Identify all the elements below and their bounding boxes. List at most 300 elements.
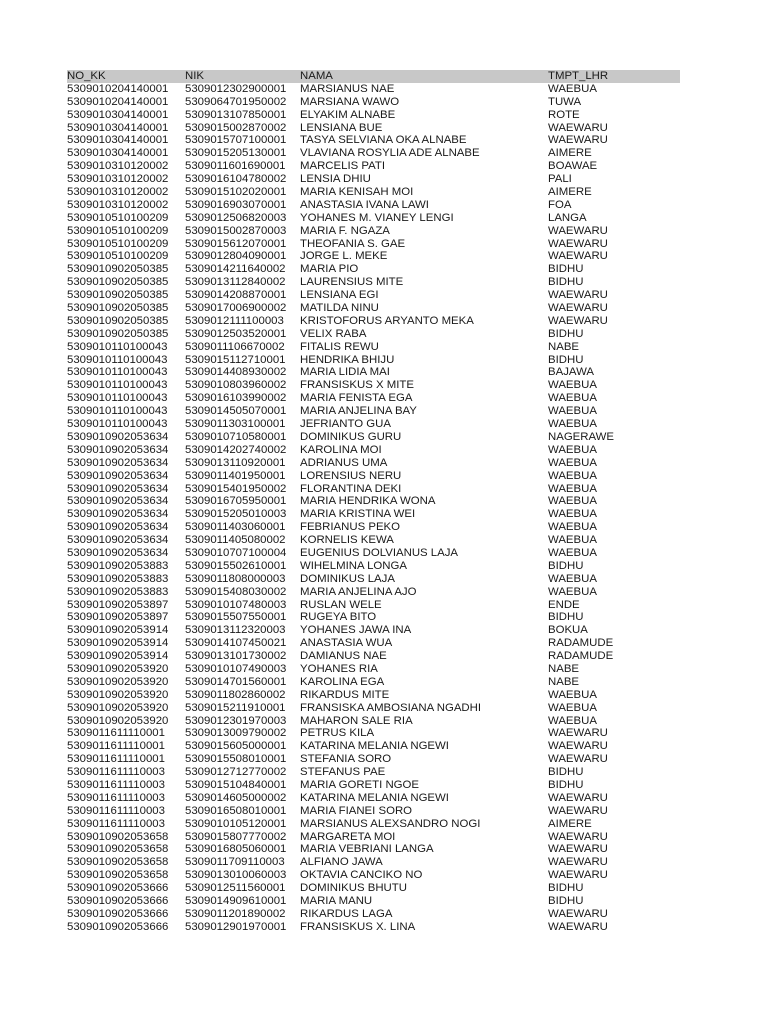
- cell-nama: ANASTASIA IVANA LAWI: [300, 198, 429, 211]
- table-row: [67, 895, 680, 908]
- table-row: [67, 715, 680, 728]
- cell-no-kk: 5309010902053634: [67, 495, 169, 508]
- cell-nik: 5309013107850001: [185, 108, 287, 121]
- cell-tmpt-lhr: FOA: [548, 198, 572, 211]
- cell-tmpt-lhr: BIDHU: [548, 895, 584, 907]
- cell-tmpt-lhr: WAEWARU: [548, 314, 608, 327]
- cell-no-kk: 5309010902050385: [67, 263, 169, 276]
- cell-no-kk: 5309010902053634: [67, 534, 169, 547]
- cell-nik: 5309011802860002: [185, 688, 286, 701]
- cell-nik: 5309010107490003: [185, 662, 287, 675]
- cell-no-kk: 5309010304140001: [67, 147, 169, 160]
- cell-no-kk: 5309011611110003: [67, 766, 165, 779]
- cell-tmpt-lhr: WAEBUA: [548, 585, 597, 598]
- table-row: [67, 263, 680, 276]
- cell-nik: 5309014107450021: [185, 637, 287, 650]
- cell-nama: ANASTASIA WUA: [300, 637, 393, 650]
- cell-no-kk: 5309010310120002: [67, 186, 169, 199]
- cell-tmpt-lhr: BAJAWA: [548, 366, 594, 379]
- table-row: [67, 766, 680, 779]
- cell-no-kk: 5309010110100043: [67, 418, 168, 431]
- cell-tmpt-lhr: WAEBUA: [548, 508, 597, 521]
- table-row: [67, 341, 680, 354]
- cell-no-kk: 5309010902053634: [67, 508, 169, 521]
- cell-nik: 5309014605000002: [185, 791, 287, 804]
- cell-nama: MARCELIS PATI: [300, 160, 386, 173]
- table-row: [67, 83, 680, 96]
- cell-no-kk: 5309010902050385: [67, 302, 169, 315]
- table-row: [67, 560, 680, 573]
- table-row: [67, 702, 680, 715]
- cell-no-kk: 5309010902053914: [67, 637, 169, 650]
- cell-no-kk: 5309010510100209: [67, 250, 169, 263]
- cell-nik: 5309012901970001: [185, 920, 287, 933]
- cell-nik: 5309011808000003: [185, 572, 286, 585]
- cell-no-kk: 5309010902053658: [67, 830, 169, 843]
- column-header-no-kk: NO_KK: [67, 70, 106, 82]
- cell-nik: 5309015002870003: [185, 224, 287, 237]
- table-row: [67, 483, 680, 496]
- cell-nik: 5309015508010001: [185, 753, 287, 766]
- cell-no-kk: 5309010902053666: [67, 907, 169, 920]
- column-header-nama: NAMA: [300, 70, 333, 82]
- cell-nik: 5309014408930002: [185, 366, 287, 379]
- cell-nama: KATARINA MELANIA NGEWI: [300, 740, 449, 753]
- cell-tmpt-lhr: WAEWARU: [548, 753, 608, 766]
- table-row: [67, 366, 680, 379]
- cell-nik: 5309015401950002: [185, 482, 287, 495]
- cell-tmpt-lhr: BIDHU: [548, 263, 584, 276]
- cell-nama: KATARINA MELANIA NGEWI: [300, 791, 449, 804]
- cell-no-kk: 5309010110100043: [67, 379, 168, 392]
- table-row: [67, 289, 680, 302]
- cell-nik: 5309013110920001: [185, 456, 286, 469]
- cell-no-kk: 5309010902053914: [67, 624, 169, 637]
- cell-tmpt-lhr: BIDHU: [548, 766, 584, 779]
- cell-nik: 5309016104780002: [185, 173, 287, 186]
- cell-nik: 5309014505070001: [185, 405, 287, 418]
- cell-tmpt-lhr: WAEWARU: [548, 856, 608, 869]
- cell-nik: 5309015612070001: [185, 237, 287, 250]
- cell-no-kk: 5309010902053920: [67, 688, 169, 701]
- cell-nama: MARSIANA WAWO: [300, 95, 400, 108]
- cell-no-kk: 5309010902053883: [67, 585, 169, 598]
- cell-nik: 5309011106670002: [185, 340, 285, 353]
- cell-nik: 5309014211640002: [185, 263, 286, 276]
- cell-nama: RUSLAN WELE: [300, 598, 382, 611]
- cell-tmpt-lhr: NAGERAWE: [548, 430, 615, 443]
- table-row: [67, 586, 680, 599]
- cell-nik: 5309011601690001: [185, 160, 286, 173]
- cell-tmpt-lhr: BIDHU: [548, 559, 584, 572]
- cell-tmpt-lhr: WAEBUA: [548, 482, 597, 495]
- cell-tmpt-lhr: RADAMUDE: [548, 650, 614, 663]
- cell-no-kk: 5309010902053658: [67, 843, 169, 856]
- cell-nama: MARIA HENDRIKA WONA: [300, 495, 436, 508]
- cell-no-kk: 5309010902053634: [67, 430, 169, 443]
- cell-tmpt-lhr: WAEWARU: [548, 791, 608, 804]
- cell-nama: DOMINIKUS BHUTU: [300, 882, 407, 895]
- cell-nama: MARIA FENISTA EGA: [300, 392, 413, 405]
- table-row: [67, 302, 680, 315]
- cell-nama: FLORANTINA DEKI: [300, 482, 402, 495]
- cell-nik: 5309015507550001: [185, 611, 287, 624]
- cell-no-kk: 5309010902050385: [67, 289, 169, 302]
- cell-nik: 5309014202740002: [185, 443, 287, 456]
- cell-tmpt-lhr: LANGA: [548, 211, 587, 224]
- table-row: [67, 134, 680, 147]
- cell-nama: LORENSIUS NERU: [300, 469, 402, 482]
- table-row: [67, 521, 680, 534]
- cell-no-kk: 5309010902053634: [67, 456, 169, 469]
- cell-tmpt-lhr: WAEWARU: [548, 121, 608, 134]
- cell-tmpt-lhr: WAEWARU: [548, 843, 608, 856]
- cell-nik: 5309011303100001: [185, 418, 286, 431]
- cell-nik: 5309012506820003: [185, 211, 287, 224]
- cell-no-kk: 5309010310120002: [67, 198, 169, 211]
- cell-tmpt-lhr: NABE: [548, 675, 580, 688]
- cell-no-kk: 5309011611110001: [67, 727, 165, 740]
- cell-no-kk: 5309010902053666: [67, 920, 169, 933]
- cell-nama: MARGARETA MOI: [300, 830, 396, 843]
- table-row: [67, 392, 680, 405]
- cell-nama: VLAVIANA ROSYLIA ADE ALNABE: [300, 147, 480, 160]
- table-row: [67, 856, 680, 869]
- cell-nama: YOHANES JAWA INA: [300, 624, 412, 637]
- table-row: [67, 908, 680, 921]
- cell-tmpt-lhr: WAEBUA: [548, 456, 597, 469]
- cell-tmpt-lhr: BIDHU: [548, 882, 584, 895]
- cell-nik: 5309013112840002: [185, 276, 286, 289]
- cell-nik: 5309012111100003: [185, 314, 284, 327]
- cell-nik: 5309012804090001: [185, 250, 287, 263]
- cell-tmpt-lhr: BIDHU: [548, 327, 584, 340]
- cell-tmpt-lhr: WAEBUA: [548, 534, 597, 547]
- cell-nama: THEOFANIA S. GAE: [300, 237, 406, 250]
- cell-no-kk: 5309010902053634: [67, 482, 169, 495]
- cell-tmpt-lhr: BIDHU: [548, 611, 584, 624]
- cell-no-kk: 5309010310120002: [67, 160, 169, 173]
- cell-tmpt-lhr: WAEWARU: [548, 920, 608, 933]
- cell-nama: RUGEYA BITO: [300, 611, 377, 624]
- cell-nik: 5309015211910001: [185, 701, 286, 714]
- cell-nama: EUGENIUS DOLVIANUS LAJA: [300, 546, 459, 559]
- cell-no-kk: 5309010510100209: [67, 211, 169, 224]
- cell-nama: DOMINIKUS LAJA: [300, 572, 395, 585]
- cell-tmpt-lhr: WAEBUA: [548, 82, 597, 95]
- cell-nama: LENSIANA BUE: [300, 121, 383, 134]
- cell-no-kk: 5309010902053658: [67, 856, 169, 869]
- cell-nama: KRISTOFORUS ARYANTO MEKA: [300, 314, 474, 327]
- table-row: [67, 818, 680, 831]
- table-row: [67, 869, 680, 882]
- cell-no-kk: 5309010902053920: [67, 701, 169, 714]
- table-row: [67, 534, 680, 547]
- table-row: [67, 418, 680, 431]
- cell-no-kk: 5309011611110001: [67, 740, 165, 753]
- cell-nama: MARIA ANJELINA AJO: [300, 585, 417, 598]
- cell-nama: MATILDA NINU: [300, 302, 379, 315]
- cell-tmpt-lhr: AIMERE: [548, 817, 592, 830]
- table-row: [67, 379, 680, 392]
- cell-nik: 5309011405080002: [185, 534, 286, 547]
- cell-tmpt-lhr: WAEBUA: [548, 443, 597, 456]
- cell-nama: FRANSISKA AMBOSIANA NGADHI: [300, 701, 482, 714]
- cell-nama: MARIA LIDIA MAI: [300, 366, 390, 379]
- cell-tmpt-lhr: WAEBUA: [548, 495, 597, 508]
- cell-nik: 5309016903070001: [185, 198, 287, 211]
- cell-nama: MARIA VEBRIANI LANGA: [300, 843, 434, 856]
- cell-no-kk: 5309010902053883: [67, 572, 169, 585]
- cell-nik: 5309010105120001: [185, 817, 287, 830]
- cell-nik: 5309014208870001: [185, 289, 287, 302]
- cell-nik: 5309014909610001: [185, 895, 287, 907]
- cell-nik: 5309015205010003: [185, 508, 287, 521]
- table-row: [67, 779, 680, 792]
- table-row: [67, 650, 680, 663]
- cell-nama: MARIA KENISAH MOI: [300, 186, 414, 199]
- cell-no-kk: 5309010902053920: [67, 675, 169, 688]
- cell-tmpt-lhr: WAEWARU: [548, 250, 608, 263]
- cell-tmpt-lhr: WAEWARU: [548, 907, 608, 920]
- cell-nik: 5309010707100004: [185, 546, 287, 559]
- cell-no-kk: 5309011611110003: [67, 817, 165, 830]
- cell-nik: 5309015102020001: [185, 186, 287, 199]
- cell-tmpt-lhr: BIDHU: [548, 353, 584, 366]
- table-row: [67, 160, 680, 173]
- cell-nama: MARSIANUS ALEXSANDRO NOGI: [300, 817, 481, 830]
- cell-no-kk: 5309010510100209: [67, 237, 169, 250]
- table-row: [67, 276, 680, 289]
- column-header-nik: NIK: [185, 70, 204, 82]
- cell-nama: RIKARDUS MITE: [300, 688, 390, 701]
- cell-nik: 5309011403060001: [185, 521, 286, 534]
- cell-tmpt-lhr: NABE: [548, 662, 580, 675]
- table-row: [67, 843, 680, 856]
- cell-nik: 5309016103990002: [185, 392, 287, 405]
- cell-nama: LAURENSIUS MITE: [300, 276, 404, 289]
- cell-tmpt-lhr: WAEWARU: [548, 302, 608, 315]
- cell-no-kk: 5309011611110003: [67, 804, 165, 817]
- table-row: [67, 470, 680, 483]
- table-row: [67, 96, 680, 109]
- cell-no-kk: 5309010110100043: [67, 405, 168, 418]
- cell-no-kk: 5309010204140001: [67, 82, 169, 95]
- cell-nik: 5309012301970003: [185, 714, 287, 727]
- cell-tmpt-lhr: WAEWARU: [548, 237, 608, 250]
- cell-no-kk: 5309010310120002: [67, 173, 169, 186]
- cell-tmpt-lhr: NABE: [548, 340, 580, 353]
- cell-no-kk: 5309010304140001: [67, 121, 169, 134]
- cell-tmpt-lhr: WAEBUA: [548, 714, 597, 727]
- cell-no-kk: 5309010902053920: [67, 662, 169, 675]
- cell-nama: JEFRIANTO GUA: [300, 418, 391, 431]
- cell-nik: 5309015112710001: [185, 353, 286, 366]
- cell-nama: PETRUS KILA: [300, 727, 375, 740]
- cell-no-kk: 5309010110100043: [67, 340, 168, 353]
- cell-nik: 5309014701560001: [185, 675, 287, 688]
- cell-nama: MARSIANUS NAE: [300, 82, 395, 95]
- table-row: [67, 753, 680, 766]
- cell-nama: MARIA GORETI NGOE: [300, 778, 419, 791]
- table-row: [67, 611, 680, 624]
- cell-tmpt-lhr: AIMERE: [548, 186, 592, 199]
- table-row: [67, 354, 680, 367]
- cell-nama: FITALIS REWU: [300, 340, 379, 353]
- cell-no-kk: 5309010902053897: [67, 598, 169, 611]
- table-row: [67, 122, 680, 135]
- table-row: [67, 637, 680, 650]
- table-row: [67, 328, 680, 341]
- table-row: [67, 508, 680, 521]
- cell-no-kk: 5309010902053897: [67, 611, 169, 624]
- table-row: [67, 676, 680, 689]
- cell-nik: 5309064701950002: [185, 95, 287, 108]
- cell-tmpt-lhr: RADAMUDE: [548, 637, 614, 650]
- cell-tmpt-lhr: ROTE: [548, 108, 580, 121]
- table-row: [67, 740, 680, 753]
- cell-no-kk: 5309010902053920: [67, 714, 169, 727]
- cell-nik: 5309012503520001: [185, 327, 287, 340]
- cell-no-kk: 5309010902053883: [67, 559, 169, 572]
- cell-nama: DOMINIKUS GURU: [300, 430, 402, 443]
- cell-no-kk: 5309010902053634: [67, 546, 169, 559]
- table-row: [67, 457, 680, 470]
- cell-nik: 5309016805060001: [185, 843, 287, 856]
- cell-tmpt-lhr: WAEBUA: [548, 469, 597, 482]
- cell-nik: 5309013101730002: [185, 650, 287, 663]
- cell-nik: 5309013010060003: [185, 869, 287, 882]
- table-row: [67, 831, 680, 844]
- table-row: [67, 727, 680, 740]
- cell-nama: MARIA PIO: [300, 263, 359, 276]
- cell-nama: DAMIANUS NAE: [300, 650, 387, 663]
- cell-nama: STEFANIA SORO: [300, 753, 392, 766]
- table-row: [67, 805, 680, 818]
- cell-no-kk: 5309010902050385: [67, 327, 169, 340]
- cell-nama: KORNELIS KEWA: [300, 534, 394, 547]
- cell-tmpt-lhr: WAEBUA: [548, 688, 597, 701]
- cell-nama: YOHANES M. VIANEY LENGI: [300, 211, 454, 224]
- cell-no-kk: 5309010902053666: [67, 882, 169, 895]
- cell-tmpt-lhr: WAEBUA: [548, 392, 597, 405]
- cell-nama: LENSIA DHIU: [300, 173, 371, 186]
- header-row: [67, 70, 680, 83]
- table-row: [67, 212, 680, 225]
- cell-nik: 5309010803960002: [185, 379, 287, 392]
- cell-tmpt-lhr: WAEWARU: [548, 740, 608, 753]
- cell-tmpt-lhr: BOAWAE: [548, 160, 598, 173]
- cell-tmpt-lhr: WAEBUA: [548, 546, 597, 559]
- cell-nama: TASYA SELVIANA OKA ALNABE: [300, 134, 467, 147]
- cell-nama: ELYAKIM ALNABE: [300, 108, 396, 121]
- cell-nama: RIKARDUS LAGA: [300, 907, 393, 920]
- cell-nama: MARIA MANU: [300, 895, 373, 907]
- cell-nama: YOHANES RIA: [300, 662, 378, 675]
- cell-tmpt-lhr: WAEBUA: [548, 521, 597, 534]
- table-row: [67, 250, 680, 263]
- cell-no-kk: 5309010902053666: [67, 895, 169, 907]
- cell-nama: MAHARON SALE RIA: [300, 714, 413, 727]
- cell-nama: ALFIANO JAWA: [300, 856, 383, 869]
- cell-no-kk: 5309010110100043: [67, 353, 168, 366]
- cell-nama: OKTAVIA CANCIKO NO: [300, 869, 423, 882]
- cell-nik: 5309013009790002: [185, 727, 287, 740]
- table-row: [67, 199, 680, 212]
- cell-nik: 5309015807770002: [185, 830, 287, 843]
- table-row: [67, 573, 680, 586]
- cell-tmpt-lhr: WAEWARU: [548, 804, 608, 817]
- cell-nik: 5309015104840001: [185, 778, 287, 791]
- cell-tmpt-lhr: WAEWARU: [548, 830, 608, 843]
- cell-nama: KAROLINA EGA: [300, 675, 385, 688]
- cell-nik: 5309010710580001: [185, 430, 287, 443]
- data-sheet: [67, 70, 680, 934]
- cell-nik: 5309017006900002: [185, 302, 287, 315]
- cell-no-kk: 5309011611110003: [67, 791, 165, 804]
- cell-nik: 5309012302900001: [185, 82, 287, 95]
- cell-no-kk: 5309010304140001: [67, 134, 169, 147]
- table-row: [67, 624, 680, 637]
- table-row: [67, 315, 680, 328]
- cell-no-kk: 5309010510100209: [67, 224, 169, 237]
- cell-tmpt-lhr: WAEBUA: [548, 572, 597, 585]
- table-row: [67, 405, 680, 418]
- cell-no-kk: 5309010902050385: [67, 276, 169, 289]
- table-row: [67, 663, 680, 676]
- cell-nama: LENSIANA EGI: [300, 289, 379, 302]
- table-row: [67, 547, 680, 560]
- cell-nik: 5309011201890002: [185, 907, 286, 920]
- cell-no-kk: 5309010902053634: [67, 443, 169, 456]
- cell-no-kk: 5309010204140001: [67, 95, 169, 108]
- cell-tmpt-lhr: PALI: [548, 173, 572, 186]
- cell-no-kk: 5309011611110001: [67, 753, 165, 766]
- cell-nama: MARIA FIANEI SORO: [300, 804, 413, 817]
- cell-nama: JORGE L. MEKE: [300, 250, 388, 263]
- cell-nik: 5309013112320003: [185, 624, 286, 637]
- cell-nik: 5309012712770002: [185, 766, 287, 779]
- cell-nik: 5309011401950001: [185, 469, 286, 482]
- table-row: [67, 238, 680, 251]
- cell-no-kk: 5309010304140001: [67, 108, 169, 121]
- cell-tmpt-lhr: ENDE: [548, 598, 580, 611]
- cell-tmpt-lhr: WAEBUA: [548, 418, 597, 431]
- cell-nama: KAROLINA MOI: [300, 443, 382, 456]
- cell-nik: 5309015002870002: [185, 121, 287, 134]
- cell-nama: ADRIANUS UMA: [300, 456, 388, 469]
- table-row: [67, 431, 680, 444]
- table-body: [67, 83, 680, 934]
- cell-nik: 5309016508010001: [185, 804, 287, 817]
- cell-nik: 5309012511560001: [185, 882, 286, 895]
- cell-nama: HENDRIKA BHIJU: [300, 353, 395, 366]
- cell-nik: 5309010107480003: [185, 598, 287, 611]
- cell-tmpt-lhr: WAEBUA: [548, 379, 597, 392]
- cell-no-kk: 5309010110100043: [67, 366, 168, 379]
- table-row: [67, 599, 680, 612]
- cell-tmpt-lhr: AIMERE: [548, 147, 592, 160]
- cell-tmpt-lhr: WAEWARU: [548, 289, 608, 302]
- table-row: [67, 173, 680, 186]
- cell-nama: MARIA KRISTINA WEI: [300, 508, 416, 521]
- cell-no-kk: 5309010902053634: [67, 521, 169, 534]
- cell-tmpt-lhr: WAEBUA: [548, 405, 597, 418]
- cell-nik: 5309015502610001: [185, 559, 287, 572]
- cell-tmpt-lhr: WAEWARU: [548, 727, 608, 740]
- table-row: [67, 689, 680, 702]
- cell-nik: 5309015408030002: [185, 585, 287, 598]
